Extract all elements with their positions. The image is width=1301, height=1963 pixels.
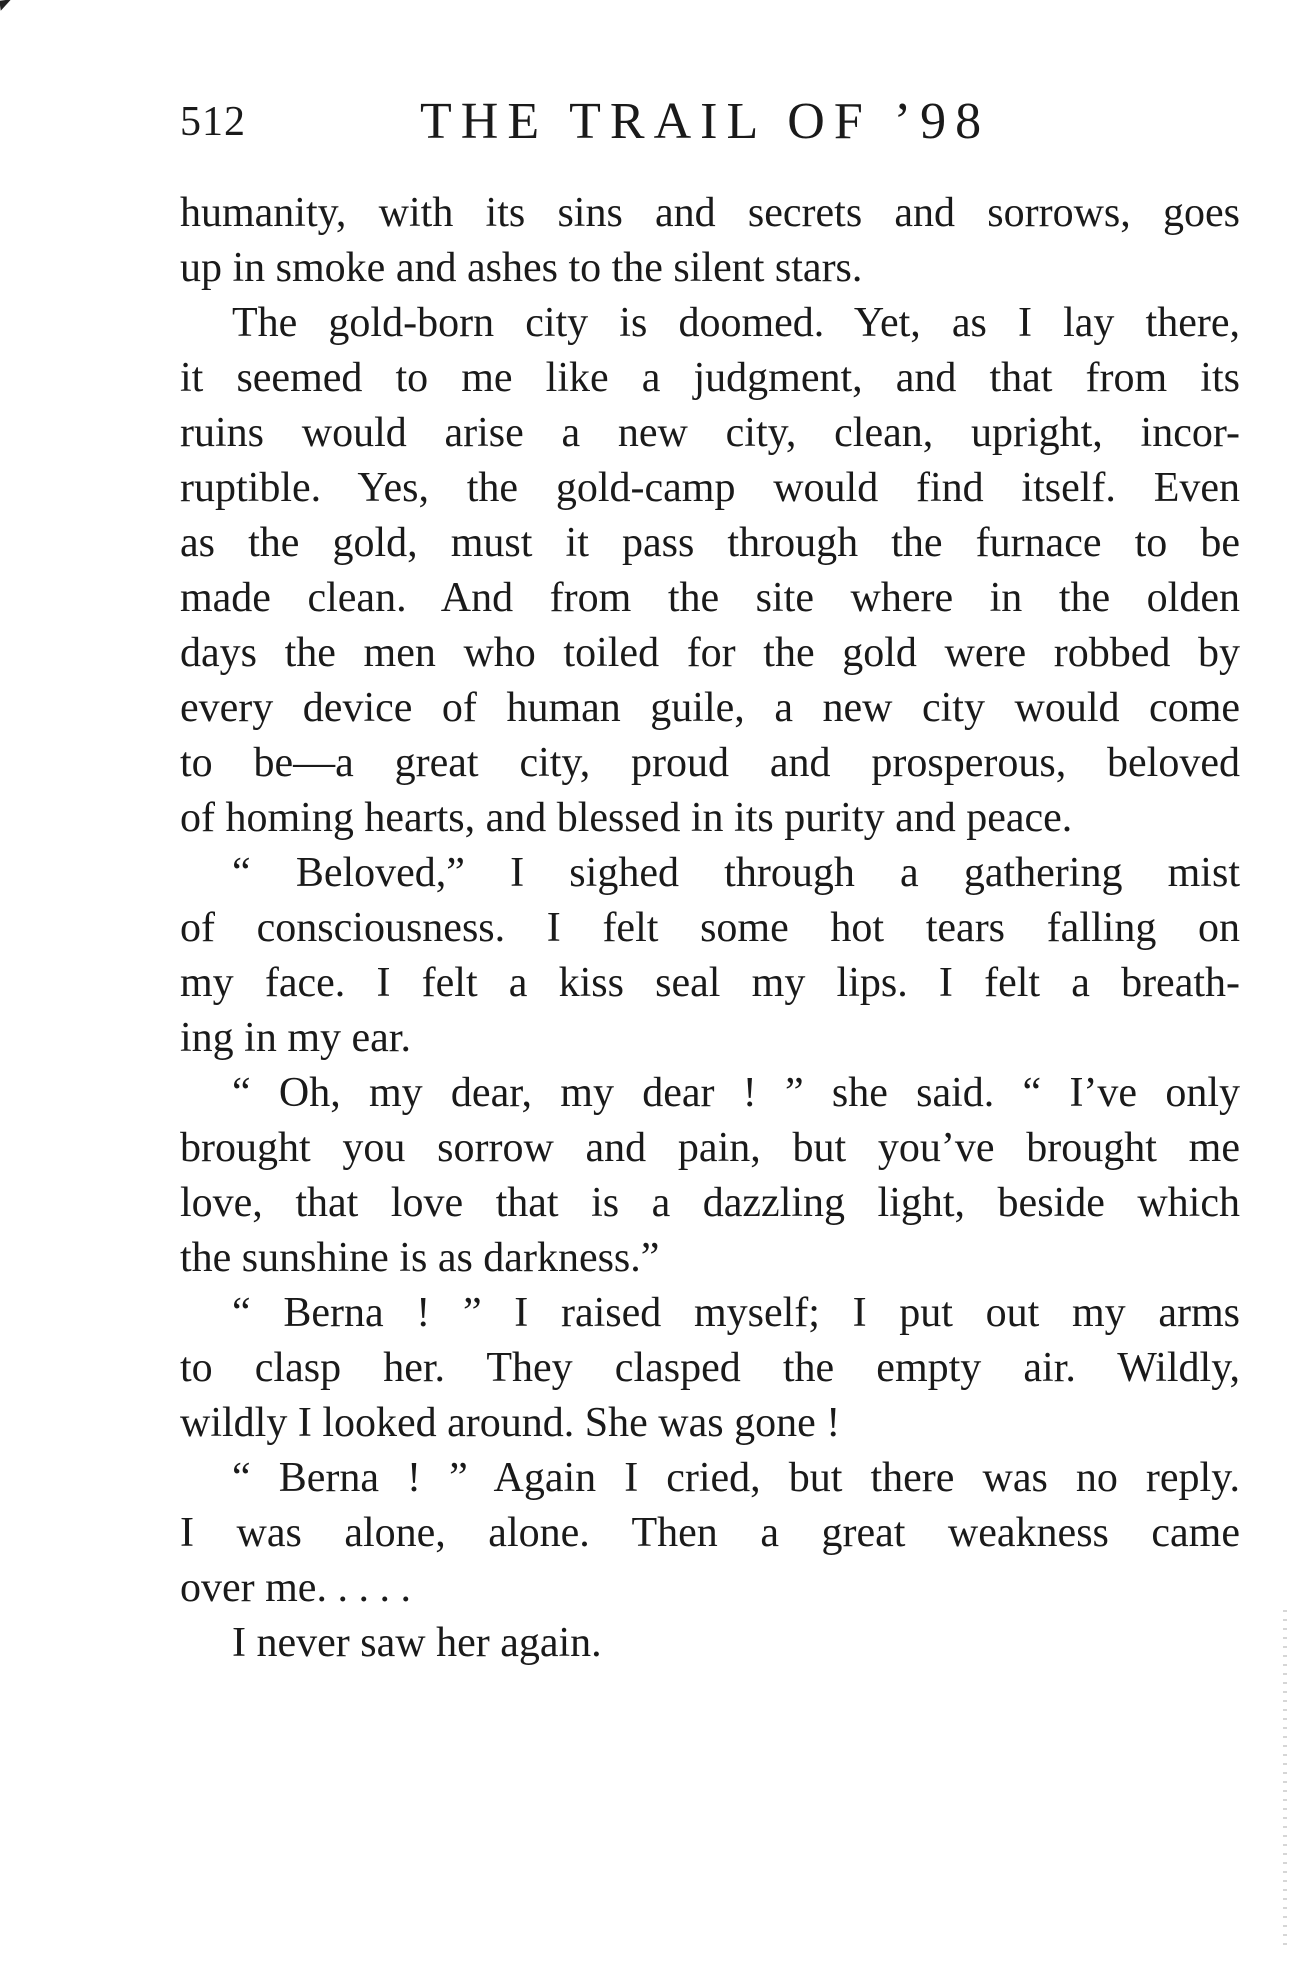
- text-line: to clasp her. They clasped the empty air. Wildly,: [180, 1345, 1240, 1391]
- text-line: ruptible. Yes, the gold-camp would find itself. Even: [180, 465, 1240, 511]
- running-head: [180, 92, 1240, 152]
- text-line: of homing hearts, and blessed in its purity and peace.: [180, 795, 1073, 841]
- text-line: the sunshine is as darkness.”: [180, 1235, 660, 1281]
- text-line: love, that love that is a dazzling light, beside which: [180, 1180, 1240, 1226]
- text-line: up in smoke and ashes to the silent stars.: [180, 245, 863, 291]
- text-line: I never saw her again.: [232, 1620, 602, 1666]
- text-line: The gold-born city is doomed. Yet, as I lay there,: [232, 300, 1240, 346]
- corner-scan-mark: [0, 0, 13, 11]
- text-line: to be—a great city, proud and prosperous, beloved: [180, 740, 1240, 786]
- text-line: as the gold, must it pass through the furnace to be: [180, 520, 1240, 566]
- text-line: made clean. And from the site where in the olden: [180, 575, 1240, 621]
- text-line: my face. I felt a kiss seal my lips. I felt a breath-: [180, 960, 1240, 1006]
- text-line: “ Beloved,” I sighed through a gathering mist: [232, 850, 1240, 896]
- text-line: every device of human guile, a new city would come: [180, 685, 1240, 731]
- text-line: over me. . . . .: [180, 1565, 411, 1611]
- text-line: “ Berna ! ” I raised myself; I put out my arms: [232, 1290, 1240, 1336]
- text-line: wildly I looked around. She was gone !: [180, 1400, 841, 1446]
- text-line: ing in my ear.: [180, 1015, 411, 1061]
- text-line: “ Oh, my dear, my dear ! ” she said. “ I’ve only: [232, 1070, 1240, 1116]
- text-line: of consciousness. I felt some hot tears falling on: [180, 905, 1240, 951]
- scan-edge-specks: [1283, 1610, 1287, 1950]
- running-title: THE TRAIL OF ’98: [420, 93, 991, 150]
- text-line: humanity, with its sins and secrets and sorrows, goes: [180, 190, 1240, 236]
- page-number: 512: [180, 99, 246, 145]
- text-line: days the men who toiled for the gold were robbed by: [180, 630, 1240, 676]
- body-text: [180, 186, 1240, 1671]
- text-line: “ Berna ! ” Again I cried, but there was no reply.: [232, 1455, 1240, 1501]
- text-line: ruins would arise a new city, clean, upright, incor-: [180, 410, 1240, 456]
- text-line: it seemed to me like a judgment, and that from its: [180, 355, 1240, 401]
- text-line: brought you sorrow and pain, but you’ve brought me: [180, 1125, 1240, 1171]
- text-line: I was alone, alone. Then a great weakness came: [180, 1510, 1240, 1556]
